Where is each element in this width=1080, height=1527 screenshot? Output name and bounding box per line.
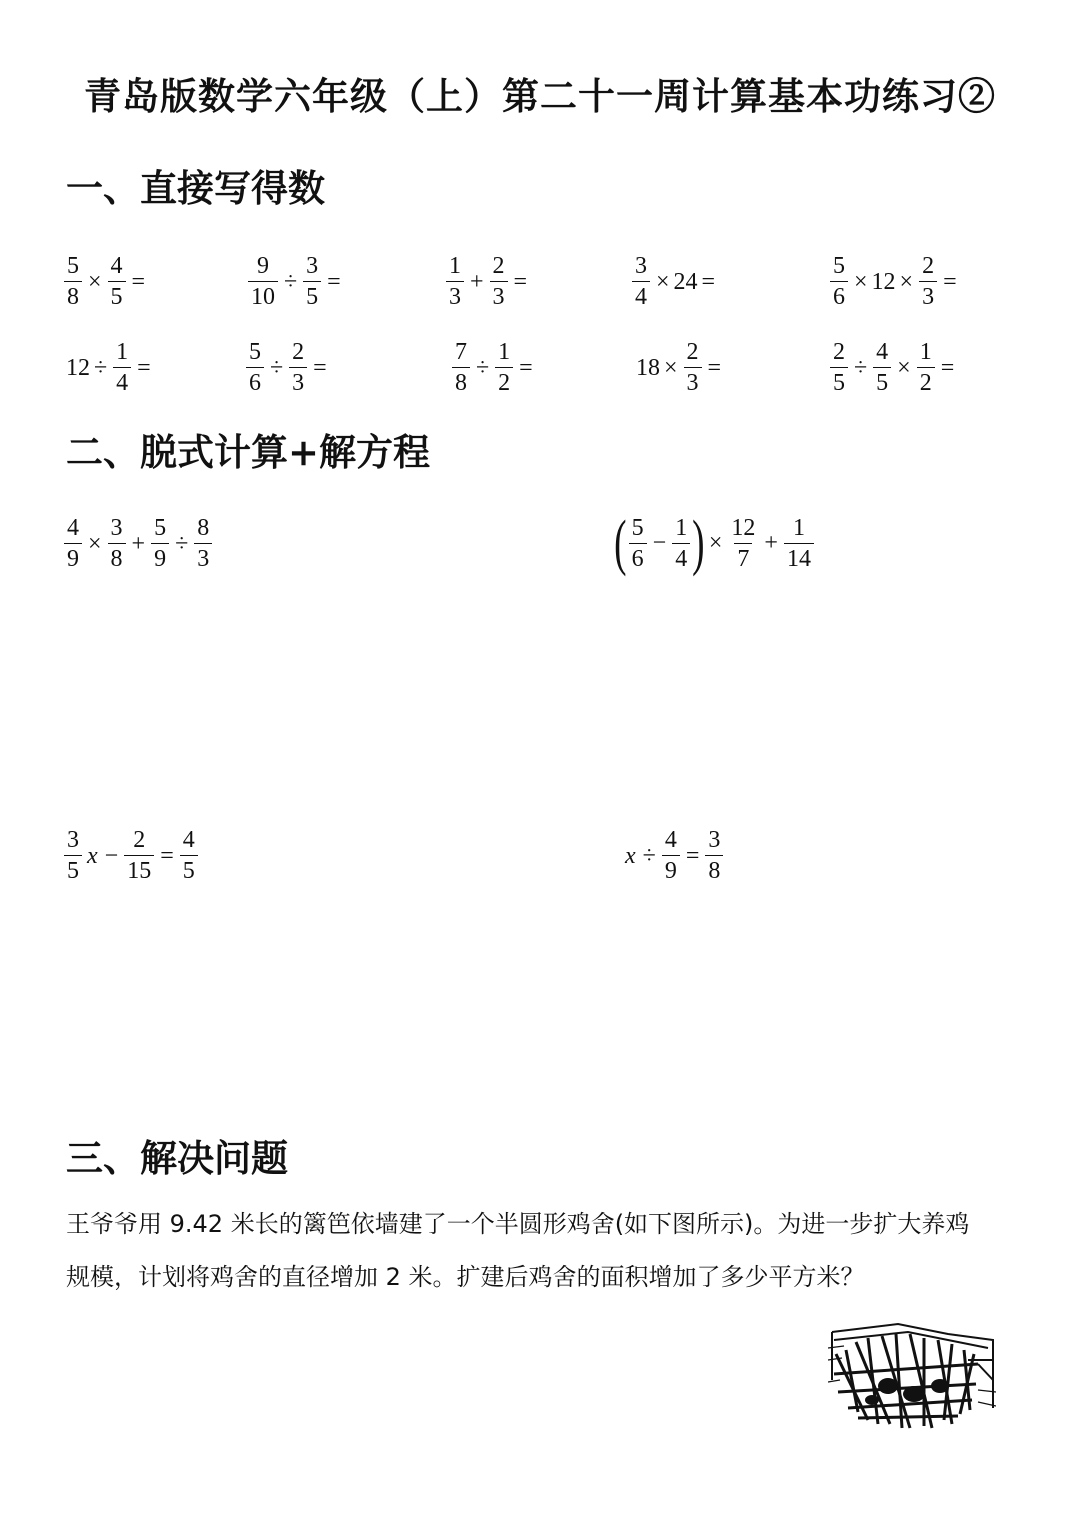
fraction: $\frac{3}{8}$ <box>108 516 126 571</box>
fraction: $\frac{2}{15}$ <box>124 828 154 883</box>
problem-line-2: 规模，计划将鸡舍的直径增加 2 米。扩建后鸡舍的面积增加了多少平方米？ <box>66 1263 865 1291</box>
fraction: $\frac{5}{6}$ <box>246 340 264 395</box>
fraction: $\frac{7}{8}$ <box>452 340 470 395</box>
oral-item: $\frac{2}{5}$ ÷ $\frac{4}{5}$ × $\frac{1}{2}$ = <box>828 340 958 395</box>
oral-item: $\frac{9}{10}$ ÷ $\frac{3}{5}$ = <box>246 254 345 309</box>
fraction: $\frac{2}{3}$ <box>684 340 702 395</box>
fraction: $\frac{2}{5}$ <box>830 340 848 395</box>
fraction: $\frac{12}{7}$ <box>731 514 756 572</box>
oral-item: $\frac{5}{6}$ ÷ $\frac{2}{3}$ = <box>244 340 331 395</box>
section-heading-calc: 二、脱式计算+解方程 <box>66 430 431 474</box>
fraction: $\frac{1}{2}$ <box>917 340 935 395</box>
fraction: $\frac{1}{3}$ <box>446 254 464 309</box>
oral-item: $\frac{3}{4}$ × 24 = <box>630 254 719 309</box>
oral-item: $\frac{5}{8}$ × $\frac{4}{5}$ = <box>62 254 149 309</box>
fraction: $\frac{2}{3}$ <box>289 340 307 395</box>
word-problem <box>66 1198 1026 1304</box>
oral-item: $\frac{7}{8}$ ÷ $\frac{1}{2}$ = <box>450 340 537 395</box>
problem-line-1: 王爷爷用 9.42 米长的篱笆依墙建了一个半圆形鸡舍(如下图所示)。为进一步扩大养鸡 <box>66 1210 970 1238</box>
oral-item: $\frac{5}{6}$ × 12 × $\frac{2}{3}$ = <box>828 254 961 309</box>
fraction: $\frac{3}{4}$ <box>632 254 650 309</box>
fraction: $\frac{4}{9}$ <box>64 516 82 571</box>
fraction: $\frac{1}{14}$ <box>784 516 814 571</box>
fraction: $\frac{4}{5}$ <box>180 828 198 883</box>
calc-item-1: $\frac{4}{9}$ × $\frac{3}{8}$ + $\frac{5}{9}$ ÷ $\frac{8}{3}$ <box>62 516 214 571</box>
fraction: $\frac{4}{5}$ <box>873 340 891 395</box>
section-heading-oral: 一、直接写得数 <box>66 166 325 210</box>
page-title: 青岛版数学六年级（上）第二十一周计算基本功练习② <box>84 74 996 118</box>
fraction: $\frac{5}{6}$ <box>629 516 647 571</box>
oral-item: $\frac{1}{3}$ + $\frac{2}{3}$ = <box>444 254 531 309</box>
fraction: $\frac{3}{5}$ <box>303 254 321 309</box>
fraction: $\frac{5}{6}$ <box>830 254 848 309</box>
oral-item: 18 × $\frac{2}{3}$ = <box>636 339 722 396</box>
equation-1: $\frac{3}{5}$ x − $\frac{2}{15}$ = $\frac{4}{5}$ <box>62 828 200 883</box>
fraction: $\frac{3}{8}$ <box>705 828 723 883</box>
section-heading-problem: 三、解决问题 <box>66 1136 288 1180</box>
oral-item: 12 ÷ $\frac{1}{4}$ = <box>66 339 151 396</box>
equation-2: x ÷ $\frac{4}{9}$ = $\frac{3}{8}$ <box>622 828 725 883</box>
fraction: $\frac{8}{3}$ <box>194 516 212 571</box>
fraction: $\frac{1}{4}$ <box>113 340 131 395</box>
fraction: $\frac{9}{10}$ <box>248 254 278 309</box>
fraction: $\frac{4}{5}$ <box>108 254 126 309</box>
fraction: $\frac{1}{4}$ <box>672 516 690 571</box>
fraction: $\frac{4}{9}$ <box>662 828 680 883</box>
fraction: $\frac{5}{8}$ <box>64 254 82 309</box>
chicken-coop-illustration <box>828 1320 996 1432</box>
fraction: $\frac{2}{3}$ <box>490 254 508 309</box>
fraction: $\frac{2}{3}$ <box>919 254 937 309</box>
fraction: $\frac{3}{5}$ <box>64 828 82 883</box>
calc-item-2: ( $\frac{5}{6}$ − $\frac{1}{4}$ ) × $\frac{12}{7}$ + $\frac{1}{14}$ <box>614 512 816 574</box>
fraction: $\frac{1}{2}$ <box>495 340 513 395</box>
fraction: $\frac{5}{9}$ <box>151 516 169 571</box>
